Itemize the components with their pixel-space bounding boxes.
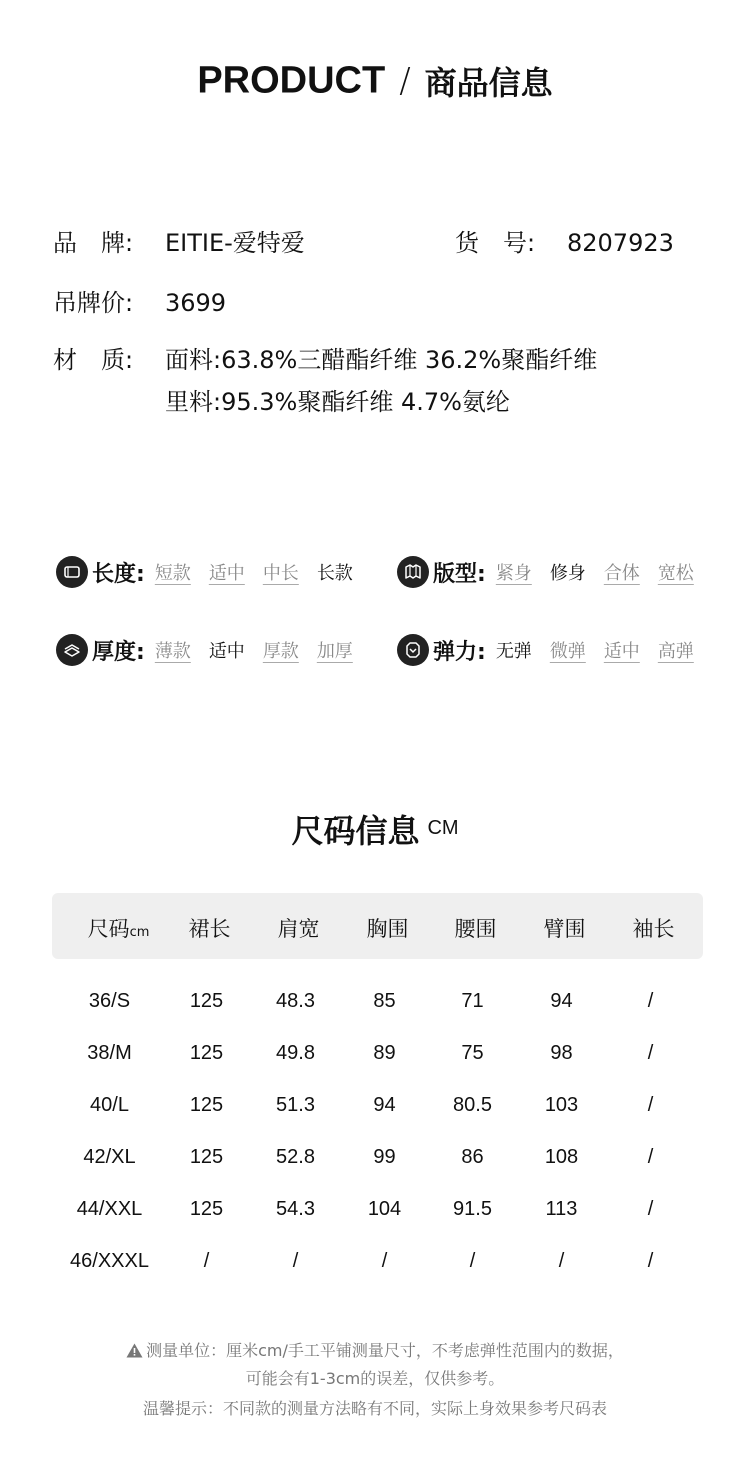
note-line-2: 可能会有1-3cm的误差，仅供参考。 — [245, 1369, 505, 1388]
brand-row — [53, 231, 305, 255]
length-icon — [56, 556, 88, 588]
header-arm: 臂围 — [543, 917, 586, 941]
length-option-3: 中长 — [262, 563, 299, 584]
size-section-title — [0, 806, 750, 852]
size-table-header — [52, 893, 703, 959]
size-title-unit: CM — [427, 817, 459, 839]
thickness-option-3: 厚款 — [262, 641, 299, 662]
thickness-option-2: 适中 — [208, 641, 245, 662]
attr-fit — [397, 556, 694, 588]
attr-thickness — [56, 634, 353, 666]
elasticity-option-4: 高弹 — [657, 641, 694, 662]
table-row — [52, 1250, 703, 1280]
length-option-4: 长款 — [316, 563, 353, 584]
table-cell: 54.3 — [276, 1198, 315, 1220]
header-title-cn: 商品信息 — [424, 64, 553, 102]
tip-note: 温馨提示：不同款的测量方法略有不同，实际上身效果参考尺码表 — [142, 1399, 607, 1418]
elasticity-option-1: 无弹 — [495, 641, 532, 662]
table-cell: 113 — [545, 1198, 578, 1220]
elasticity-option-2: 微弹 — [549, 641, 586, 662]
table-row — [52, 1146, 703, 1176]
table-cell: 104 — [367, 1198, 402, 1220]
note-line-1: 测量单位：厘米cm/手工平铺测量尺寸，不考虑弹性范围内的数据， — [146, 1341, 624, 1360]
header-size: 尺码cm — [87, 917, 150, 941]
table-cell: 89 — [373, 1042, 396, 1064]
material-line-1: 面料:63.8%三醋酯纤维 36.2%聚酯纤维 — [165, 346, 598, 374]
price-row — [53, 291, 226, 315]
attr-length-name: 长度: — [92, 561, 145, 587]
thickness-option-1: 薄款 — [154, 641, 191, 662]
attr-length — [56, 556, 353, 588]
table-cell: 98 — [550, 1042, 573, 1064]
measurement-note — [0, 1338, 750, 1362]
length-option-2: 适中 — [208, 563, 245, 584]
price-value: 3699 — [165, 289, 227, 317]
table-cell: 85 — [373, 990, 396, 1012]
price-label: 吊牌价: — [53, 289, 134, 317]
table-row — [52, 990, 703, 1020]
table-cell: 94 — [373, 1094, 396, 1116]
table-cell: / — [647, 1250, 654, 1272]
table-cell: 80.5 — [453, 1094, 492, 1116]
table-cell: 38/M — [87, 1042, 132, 1064]
attr-thickness-name: 厚度: — [92, 639, 145, 665]
header-title-en: PRODUCT — [197, 59, 386, 102]
header-skirt-length: 裙长 — [188, 917, 231, 941]
fit-icon — [397, 556, 429, 588]
table-cell: 52.8 — [276, 1146, 315, 1168]
warning-icon — [126, 1343, 143, 1362]
table-cell: 91.5 — [453, 1198, 492, 1220]
table-cell: / — [469, 1250, 476, 1272]
table-cell: 125 — [189, 1146, 224, 1168]
table-cell: 36/S — [88, 990, 131, 1012]
header-waist: 腰围 — [454, 917, 497, 941]
brand-value: EITIE-爱特爱 — [165, 229, 305, 257]
table-cell: 103 — [544, 1094, 579, 1116]
material-row-2 — [165, 390, 510, 414]
table-cell: / — [381, 1250, 388, 1272]
table-cell: 48.3 — [276, 990, 315, 1012]
material-label: 材 质: — [53, 346, 134, 374]
attr-elasticity-name: 弹力: — [433, 639, 486, 665]
header-shoulder: 肩宽 — [277, 917, 320, 941]
elasticity-icon — [397, 634, 429, 666]
table-row — [52, 1198, 703, 1228]
table-cell: 86 — [461, 1146, 484, 1168]
table-cell: 44/XXL — [76, 1198, 143, 1220]
size-title-text: 尺码信息 — [291, 812, 420, 850]
table-cell: / — [647, 1146, 654, 1168]
thickness-icon — [56, 634, 88, 666]
table-cell: 125 — [189, 1198, 224, 1220]
fit-option-1: 紧身 — [495, 563, 532, 584]
sku-value: 8207923 — [567, 229, 674, 257]
header-sleeve: 袖长 — [632, 917, 675, 941]
sku-label: 货 号: — [455, 229, 536, 257]
table-cell: / — [647, 1042, 654, 1064]
attr-elasticity — [397, 634, 694, 666]
table-cell: / — [292, 1250, 299, 1272]
material-line-2: 里料:95.3%聚酯纤维 4.7%氨纶 — [165, 388, 510, 416]
table-cell: / — [203, 1250, 210, 1272]
fit-option-3: 合体 — [603, 563, 640, 584]
table-cell: 46/XXXL — [70, 1250, 149, 1272]
attr-fit-name: 版型: — [433, 561, 486, 587]
page-header — [0, 58, 750, 104]
table-cell: 40/L — [90, 1094, 129, 1116]
table-cell: / — [647, 1094, 654, 1116]
brand-label: 品 牌: — [53, 229, 134, 257]
table-cell: 108 — [544, 1146, 579, 1168]
table-cell: / — [647, 990, 654, 1012]
header-chest: 胸围 — [366, 917, 409, 941]
material-row — [53, 348, 597, 372]
table-cell: 71 — [461, 990, 484, 1012]
fit-option-2: 修身 — [549, 563, 586, 584]
table-cell: 125 — [189, 1094, 224, 1116]
sku-row — [455, 231, 674, 255]
length-option-1: 短款 — [154, 563, 191, 584]
header-divider: / — [399, 61, 411, 101]
table-cell: 125 — [189, 990, 224, 1012]
header-size-unit: cm — [129, 925, 150, 940]
fit-option-4: 宽松 — [657, 563, 694, 584]
elasticity-option-3: 适中 — [603, 641, 640, 662]
table-row — [52, 1042, 703, 1072]
table-cell: 125 — [189, 1042, 224, 1064]
table-cell: 49.8 — [276, 1042, 315, 1064]
table-row — [52, 1094, 703, 1124]
table-cell: / — [558, 1250, 565, 1272]
table-cell: 42/XL — [83, 1146, 136, 1168]
thickness-option-4: 加厚 — [316, 641, 353, 662]
table-cell: 99 — [373, 1146, 396, 1168]
table-cell: 75 — [461, 1042, 484, 1064]
table-cell: 94 — [550, 990, 573, 1012]
table-cell: 51.3 — [276, 1094, 315, 1116]
table-cell: / — [647, 1198, 654, 1220]
